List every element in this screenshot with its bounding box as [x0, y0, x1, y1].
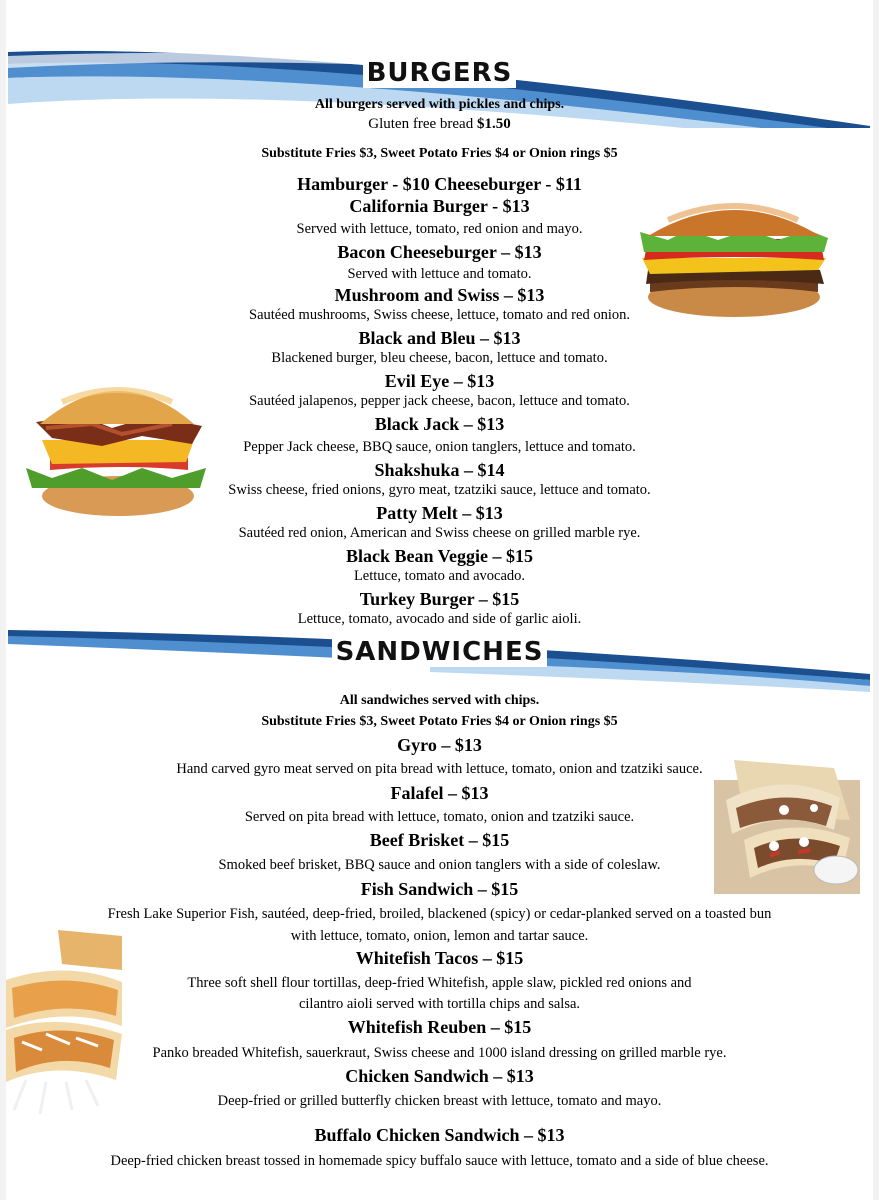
- menu-item-name: Whitefish Reuben – $15: [347, 1017, 532, 1037]
- menu-item-desc: Sautéed mushrooms, Swiss cheese, lettuce, tomato and red onion.: [249, 307, 630, 323]
- menu-item-desc: with lettuce, tomato, onion, lemon and tartar sauce.: [290, 928, 589, 944]
- cheeseburger-image: [638, 192, 830, 324]
- fish-tacos-image: [6, 930, 126, 1116]
- menu-item-name: Fish Sandwich – $15: [360, 879, 519, 899]
- burgers-title: BURGERS: [0, 58, 879, 88]
- menu-item-desc: Fresh Lake Superior Fish, sautéed, deep-fried, broiled, blackened (spicy) or cedar-planked served on a toasted bun: [107, 906, 772, 922]
- menu-item-desc: Served with lettuce, tomato, red onion and mayo.: [296, 221, 583, 237]
- menu-item-name: Gyro – $13: [397, 735, 482, 755]
- menu-item-name: Patty Melt – $13: [376, 503, 503, 523]
- menu-item-name: Chicken Sandwich – $13: [345, 1066, 534, 1086]
- menu-item-name: Black Jack – $13: [374, 414, 505, 434]
- menu-item-name: Shakshuka – $14: [374, 460, 505, 480]
- sandwiches-intro: All sandwiches served with chips.: [339, 693, 540, 708]
- menu-item-desc: Lettuce, tomato, avocado and side of garlic aioli.: [297, 611, 582, 627]
- menu-item-name: Hamburger - $10 Cheeseburger - $11: [297, 174, 582, 194]
- menu-item-desc: Lettuce, tomato and avocado.: [353, 568, 526, 584]
- sandwiches-substitute: Substitute Fries $3, Sweet Potato Fries $4 or Onion rings $5: [261, 714, 618, 729]
- menu-item-name: Whitefish Tacos – $15: [355, 948, 524, 968]
- bacon-burger-image: [22, 372, 210, 518]
- menu-item-desc: Smoked beef brisket, BBQ sauce and onion tanglers with a side of coleslaw.: [218, 857, 661, 873]
- menu-item-desc: Sautéed jalapenos, pepper jack cheese, bacon, lettuce and tomato.: [249, 393, 630, 409]
- menu-item-desc: Swiss cheese, fried onions, gyro meat, tzatziki sauce, lettuce and tomato.: [228, 482, 651, 498]
- burgers-intro: All burgers served with pickles and chips.: [314, 97, 565, 112]
- menu-item-name: Bacon Cheeseburger – $13: [337, 242, 542, 262]
- gluten-free-line: Gluten free bread $1.50: [368, 116, 511, 132]
- menu-item-name: Mushroom and Swiss – $13: [334, 285, 545, 305]
- menu-item-desc: Hand carved gyro meat served on pita bread with lettuce, tomato, onion and tzatziki sauce.: [176, 761, 703, 777]
- menu-item-name: Black Bean Veggie – $15: [345, 546, 533, 566]
- menu-item-name: Buffalo Chicken Sandwich – $13: [314, 1125, 565, 1145]
- gyro-image: [714, 760, 860, 894]
- menu-item-desc: Pepper Jack cheese, BBQ sauce, onion tanglers, lettuce and tomato.: [243, 439, 636, 455]
- menu-item-name: Black and Bleu – $13: [358, 328, 521, 348]
- menu-item-desc: Panko breaded Whitefish, sauerkraut, Swiss cheese and 1000 island dressing on grilled marble rye.: [152, 1045, 727, 1061]
- burgers-substitute: Substitute Fries $3, Sweet Potato Fries $4 or Onion rings $5: [261, 146, 618, 161]
- menu-item-desc: Deep-fried or grilled butterfly chicken breast with lettuce, tomato and mayo.: [217, 1093, 662, 1109]
- menu-item-name: Evil Eye – $13: [384, 371, 495, 391]
- menu-item-name: Beef Brisket – $15: [369, 830, 510, 850]
- menu-item-desc: Deep-fried chicken breast tossed in homemade spicy buffalo sauce with lettuce, tomato and a side of blue cheese.: [110, 1153, 769, 1169]
- sandwiches-title: SANDWICHES: [0, 637, 879, 667]
- menu-item-desc: cilantro aioli served with tortilla chips and salsa.: [298, 996, 581, 1012]
- menu-item-name: Falafel – $13: [390, 783, 489, 803]
- menu-item-desc: Blackened burger, bleu cheese, bacon, lettuce and tomato.: [271, 350, 608, 366]
- menu-item-desc: Served with lettuce and tomato.: [347, 266, 532, 282]
- menu-item-desc: Served on pita bread with lettuce, tomato, onion and tzatziki sauce.: [244, 809, 635, 825]
- menu-item-desc: Sautéed red onion, American and Swiss cheese on grilled marble rye.: [238, 525, 641, 541]
- menu-item-name: California Burger - $13: [349, 196, 530, 216]
- menu-item-name: Turkey Burger – $15: [359, 589, 520, 609]
- menu-item-desc: Three soft shell flour tortillas, deep-fried Whitefish, apple slaw, pickled red onions and: [187, 975, 692, 991]
